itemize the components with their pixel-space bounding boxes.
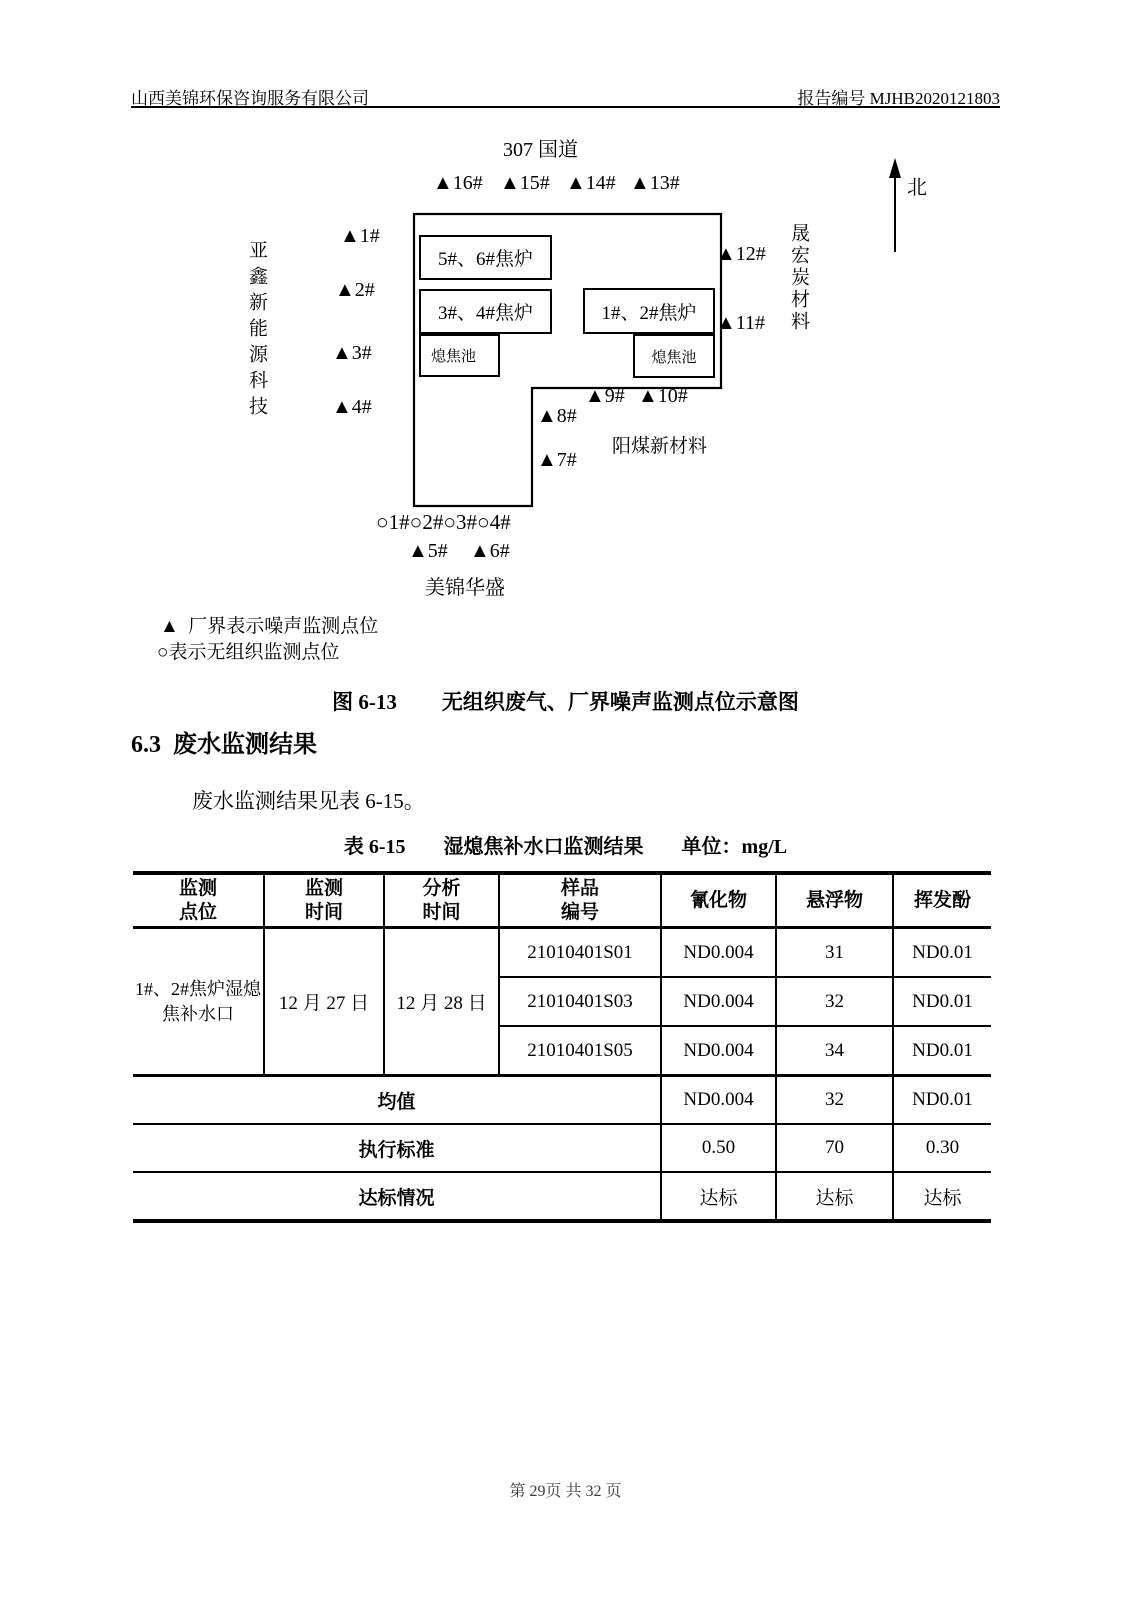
cell-analysis-date: 12 月 28 日 (384, 928, 499, 1076)
noise-point-16: ▲16# (433, 172, 483, 194)
standard-row (133, 1124, 991, 1172)
noise-point-12: ▲12# (716, 243, 766, 265)
mean-phenol: ND0.01 (893, 1076, 991, 1125)
cell-phenol-2: ND0.01 (893, 977, 991, 1026)
standard-phenol: 0.30 (893, 1124, 991, 1172)
noise-point-6: ▲6# (470, 540, 510, 562)
header-cell-sample-id: 样品 编号 (499, 873, 661, 928)
standard-ss: 70 (776, 1124, 893, 1172)
table-title-number: 表 6-15 (343, 836, 406, 858)
noise-point-13: ▲13# (630, 172, 680, 194)
header-report-number: 报告编号 MJHB2020121803 (797, 89, 1000, 108)
noise-point-2: ▲2# (335, 279, 375, 301)
cell-sample-id-1: 21010401S01 (499, 928, 661, 978)
section-heading: 6.3 废水监测结果 (131, 732, 317, 758)
noise-point-10: ▲10# (638, 385, 688, 407)
section-paragraph: 废水监测结果见表 6-15。 (192, 789, 425, 813)
cell-monitor-point: 1#、2#焦炉湿熄焦补水口 (135, 979, 261, 1024)
header-rule (131, 106, 1000, 108)
noise-point-4: ▲4# (332, 396, 372, 418)
table-header-row (133, 873, 991, 928)
cell-ss-1: 31 (776, 928, 893, 978)
compliance-label: 达标情况 (133, 1172, 661, 1221)
noise-point-5: ▲5# (408, 540, 448, 562)
sample-row-1 (133, 928, 991, 978)
quench-pool-right: 熄焦池 (633, 334, 715, 378)
noise-point-7: ▲7# (537, 449, 577, 471)
table-title-unit: 单位：mg/L (681, 836, 788, 858)
noise-point-11: ▲11# (716, 312, 766, 334)
neighbor-right-label: 晟宏炭材料 (788, 223, 809, 333)
building-oven-1-2: 1#、2#焦炉 (583, 288, 715, 334)
cell-phenol-3: ND0.01 (893, 1026, 991, 1076)
mean-row (133, 1076, 991, 1125)
noise-point-15: ▲15# (500, 172, 550, 194)
table-title-text: 湿熄焦补水口监测结果 (443, 836, 644, 858)
mean-cyanide: ND0.004 (661, 1076, 776, 1125)
figure-caption-number: 图 6-13 (332, 690, 397, 714)
header-cell-analysis-time: 分析 时间 (384, 873, 499, 928)
header-cell-suspended-solids: 悬浮物 (776, 873, 893, 928)
figure-caption (131, 686, 1000, 716)
compliance-cyanide: 达标 (661, 1172, 776, 1221)
noise-point-9: ▲9# (585, 385, 625, 407)
noise-point-3: ▲3# (332, 342, 372, 364)
noise-point-1: ▲1# (340, 225, 380, 247)
cell-ss-2: 32 (776, 977, 893, 1026)
header-cell-volatile-phenol: 挥发酚 (893, 873, 991, 928)
standard-cyanide: 0.50 (661, 1124, 776, 1172)
noise-point-8: ▲8# (537, 405, 577, 427)
standard-label: 执行标准 (133, 1124, 661, 1172)
cell-cyanide-1: ND0.004 (661, 928, 776, 978)
page-footer: 第 29页 共 32 页 (509, 1483, 622, 1500)
neighbor-left-label: 亚鑫新能源科技 (246, 240, 267, 422)
building-oven-5-6: 5#、6#焦炉 (419, 235, 552, 280)
cell-sample-date: 12 月 27 日 (264, 928, 384, 1076)
table-title (131, 830, 1000, 859)
fugitive-points-row: ○1#○2#○3#○4# (376, 510, 511, 534)
road-label: 307 国道 (503, 139, 578, 161)
header-cell-monitor-point: 监测 点位 (133, 873, 264, 928)
compliance-row (133, 1172, 991, 1221)
cell-phenol-1: ND0.01 (893, 928, 991, 978)
wastewater-results-table (133, 871, 991, 1223)
legend-noise-points: ▲ 厂界表示噪声监测点位 (160, 616, 379, 637)
header-company: 山西美锦环保咨询服务有限公司 (131, 89, 369, 108)
mean-ss: 32 (776, 1076, 893, 1125)
cell-ss-3: 34 (776, 1026, 893, 1076)
neighbor-bottom-label: 美锦华盛 (425, 577, 505, 599)
legend-fugitive-points: ○表示无组织监测点位 (157, 642, 340, 663)
quench-pool-left: 熄焦池 (419, 334, 500, 377)
header-cell-cyanide: 氰化物 (661, 873, 776, 928)
north-arrow (889, 158, 901, 252)
cell-cyanide-2: ND0.004 (661, 977, 776, 1026)
north-label: 北 (907, 177, 927, 199)
header-cell-sample-time: 监测 时间 (264, 873, 384, 928)
cell-sample-id-2: 21010401S03 (499, 977, 661, 1026)
cell-sample-id-3: 21010401S05 (499, 1026, 661, 1076)
figure-caption-text: 无组织废气、厂界噪声监测点位示意图 (441, 690, 799, 714)
neighbor-bottom-right-label: 阳煤新材料 (612, 436, 708, 457)
building-oven-3-4: 3#、4#焦炉 (419, 289, 552, 334)
compliance-ss: 达标 (776, 1172, 893, 1221)
mean-label: 均值 (133, 1076, 661, 1125)
noise-point-14: ▲14# (566, 172, 616, 194)
compliance-phenol: 达标 (893, 1172, 991, 1221)
cell-cyanide-3: ND0.004 (661, 1026, 776, 1076)
